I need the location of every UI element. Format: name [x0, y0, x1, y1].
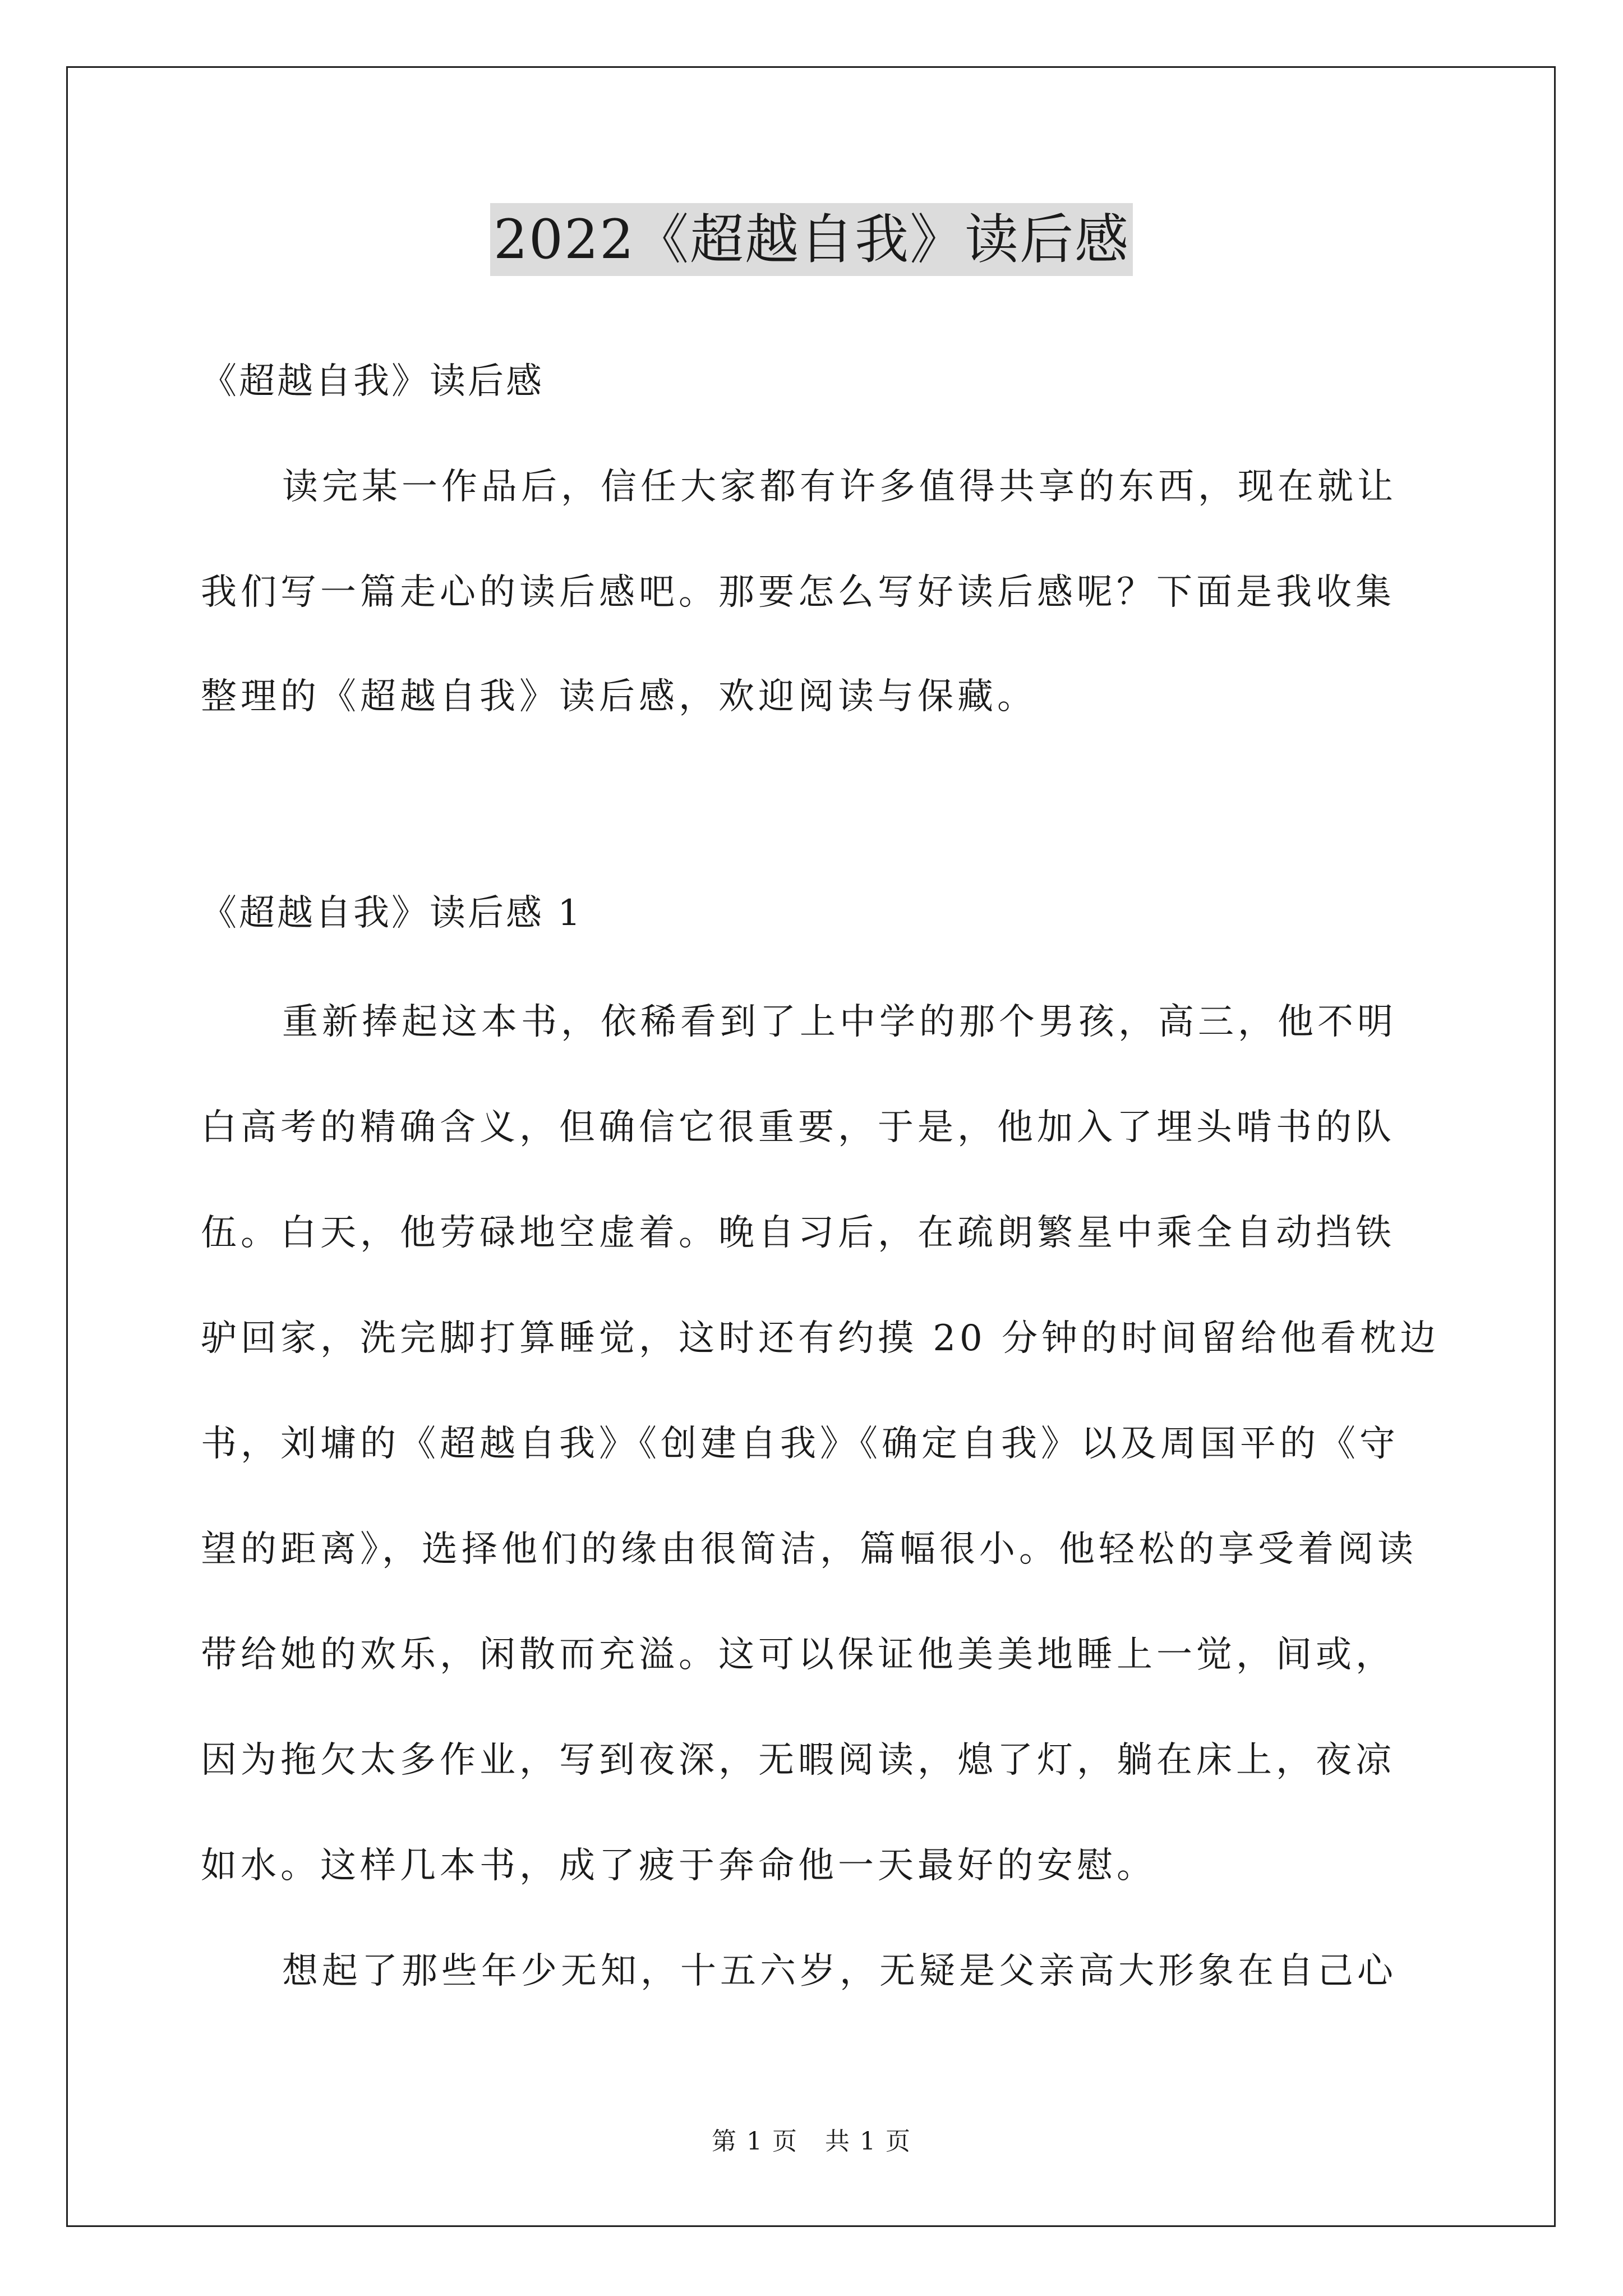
- section-line-8: 因为拖欠太多作业，写到夜深，无暇阅读，熄了灯，躺在床上，夜凉: [201, 1740, 1395, 1781]
- section-line-5: 书，刘墉的《超越自我》《创建自我》《确定自我》以及周国平的《守: [201, 1423, 1399, 1465]
- page-total: 共 1 页: [825, 2127, 911, 2156]
- section-line-4: 驴回家，洗完脚打算睡觉，这时还有约摸 20 分钟的时间留给他看枕边: [201, 1318, 1440, 1359]
- section-line-7: 带给她的欢乐，闲散而充溢。这可以保证他美美地睡上一觉，间或，: [201, 1634, 1395, 1676]
- section-heading: 《超越自我》读后感 1: [201, 892, 583, 934]
- section-line-9: 如水。这样几本书，成了疲于奔命他一天最好的安慰。: [201, 1845, 1156, 1887]
- title-container: [0, 203, 1623, 276]
- intro-line-1: 读完某一作品后，信任大家都有许多值得共享的东西，现在就让: [282, 466, 1397, 508]
- section-line-6: 望的距离》，选择他们的缘由很简洁，篇幅很小。他轻松的享受着阅读: [201, 1529, 1417, 1570]
- intro-line-3: 整理的《超越自我》读后感，欢迎阅读与保藏。: [201, 676, 1037, 717]
- intro-line-2: 我们写一篇走心的读后感吧。那要怎么写好读后感呢？下面是我收集: [201, 572, 1395, 613]
- document-heading: 《超越自我》读后感: [201, 361, 544, 402]
- section-line-3: 伍。白天，他劳碌地空虚着。晚自习后，在疏朗繁星中乘全自动挡铁: [201, 1212, 1395, 1254]
- document-title: 2022《超越自我》读后感: [490, 203, 1133, 276]
- page-footer: [0, 2125, 1623, 2159]
- section-line-1: 重新捧起这本书，依稀看到了上中学的那个男孩，高三，他不明: [282, 1001, 1397, 1043]
- section-line-10: 想起了那些年少无知，十五六岁，无疑是父亲高大形象在自己心: [282, 1950, 1397, 1992]
- section-line-2: 白高考的精确含义，但确信它很重要，于是，他加入了埋头啃书的队: [201, 1107, 1395, 1148]
- page-number: 第 1 页: [712, 2127, 798, 2156]
